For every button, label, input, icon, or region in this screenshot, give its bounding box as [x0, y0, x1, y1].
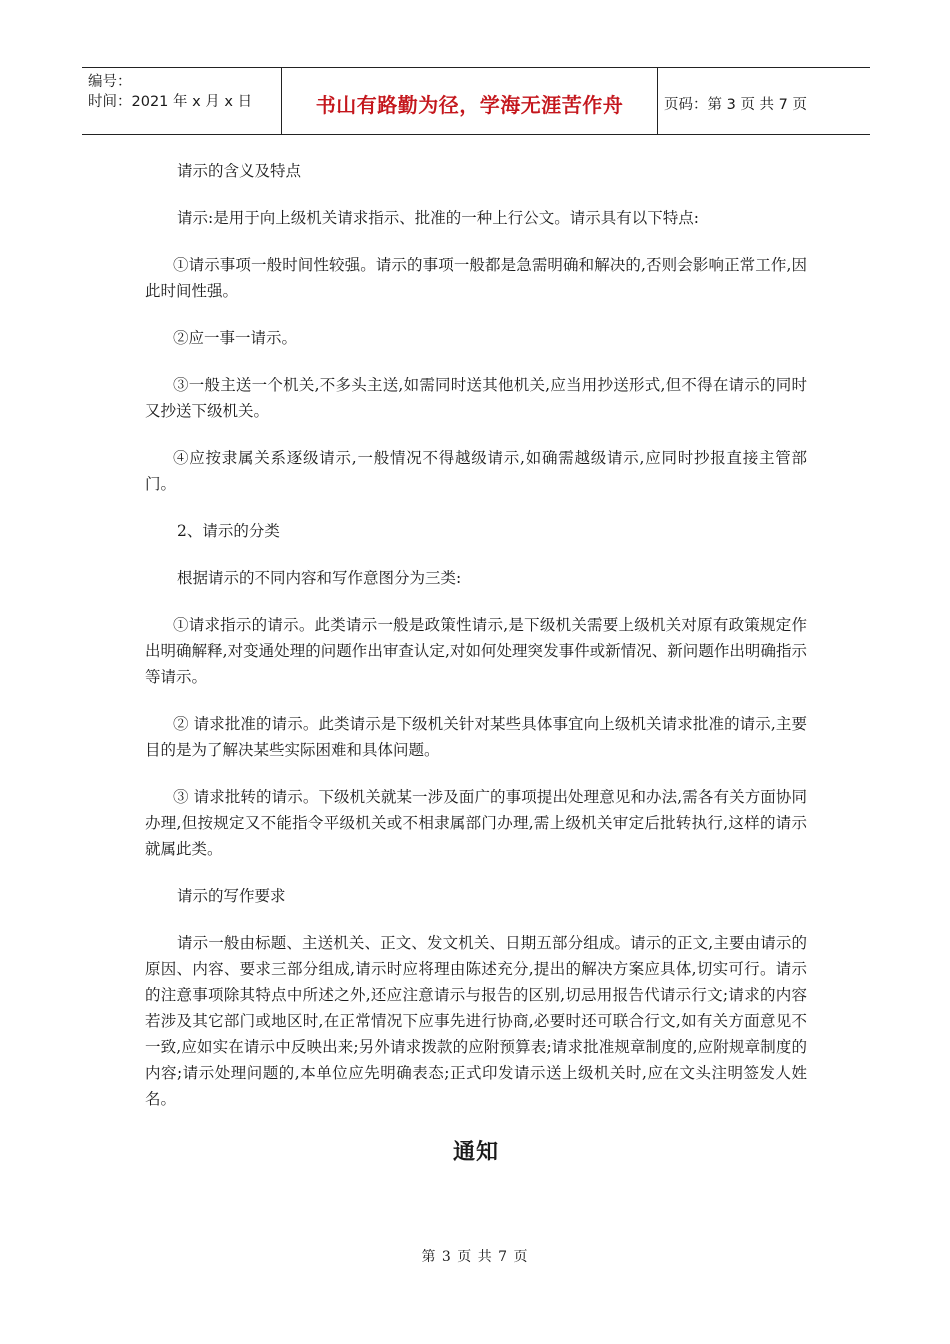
document-body — [145, 158, 807, 1166]
paragraph-definition-title: 请示的含义及特点 — [177, 162, 302, 180]
paragraph-type-3: ③ 请求批转的请示。下级机关就某一涉及面广的事项提出处理意见和办法,需各有关方面协同办理,但按规定又不能指令平级机关或不相隶属部门办理,需上级机关审定后批转执行,这样的请示就属此类。 — [145, 788, 807, 858]
header-meta-cell — [82, 68, 282, 134]
paragraph-feature-3: ③一般主送一个机关,不多头主送,如需同时送其他机关,应当用抄送形式,但不得在请示的同时又抄送下级机关。 — [145, 376, 807, 420]
document-number-label: 编号： — [88, 74, 132, 90]
paragraph-classification-intro: 根据请示的不同内容和写作意图分为三类: — [177, 569, 462, 587]
paragraph-feature-2: ②应一事一请示。 — [173, 329, 298, 347]
section-heading-notice: 通知 — [452, 1140, 499, 1165]
header-page-cell — [658, 68, 870, 134]
header-motto-cell — [282, 68, 658, 134]
paragraph-definition: 请示:是用于向上级机关请求指示、批准的一种上行公文。请示具有以下特点: — [177, 209, 699, 227]
paragraph-classification-title: 2、请示的分类 — [177, 522, 280, 540]
paragraph-feature-1: ①请示事项一般时间性较强。请示的事项一般都是急需明确和解决的,否则会影响正常工作,因此时间性强。 — [145, 256, 807, 300]
header-motto: 书山有路勤为径，学海无涯苦作舟 — [315, 92, 624, 117]
paragraph-requirements-title: 请示的写作要求 — [177, 887, 286, 905]
paragraph-feature-4: ④应按隶属关系逐级请示,一般情况不得越级请示,如确需越级请示,应同时抄报直接主管部门。 — [145, 449, 807, 493]
paragraph-type-1: ①请求指示的请示。此类请示一般是政策性请示,是下级机关需要上级机关对原有政策规定作出明确解释,对变通处理的问题作出审查认定,对如何处理突发事件或新情况、新问题作出明确指示等请示。 — [145, 616, 807, 686]
paragraph-type-2: ② 请求批准的请示。此类请示是下级机关针对某些具体事宜向上级机关请求批准的请示,主要目的是为了解决某些实际困难和具体问题。 — [145, 715, 807, 759]
document-time-label: 时间：2021 年 x 月 x 日 — [88, 94, 253, 110]
paragraph-requirements: 请示一般由标题、主送机关、正文、发文机关、日期五部分组成。请示的正文,主要由请示的原因、内容、要求三部分组成,请示时应将理由陈述充分,提出的解决方案应具体,切实可行。请示的注意事项除其特点中所述之外,还应注意请示与报告的区别,切忌用报告代请示行文;请求的内容若涉及其它部门或地区时,在正常情况下应事先进行协商,必要时还可联合行文,如有关方面意见不一致,应如实在请示中反映出来;另外请求拨款的应附预算表;请求批准规章制度的,应附规章制度的内容;请示处理问题的,本单位应先明确表态;正式印发请示送上级机关时,应在文头注明签发人姓名。 — [145, 934, 807, 1108]
header-page-info: 页码：第 3 页 共 7 页 — [664, 96, 807, 113]
page-footer: 第 3 页 共 7 页 — [421, 1249, 529, 1265]
page-header — [82, 67, 870, 135]
